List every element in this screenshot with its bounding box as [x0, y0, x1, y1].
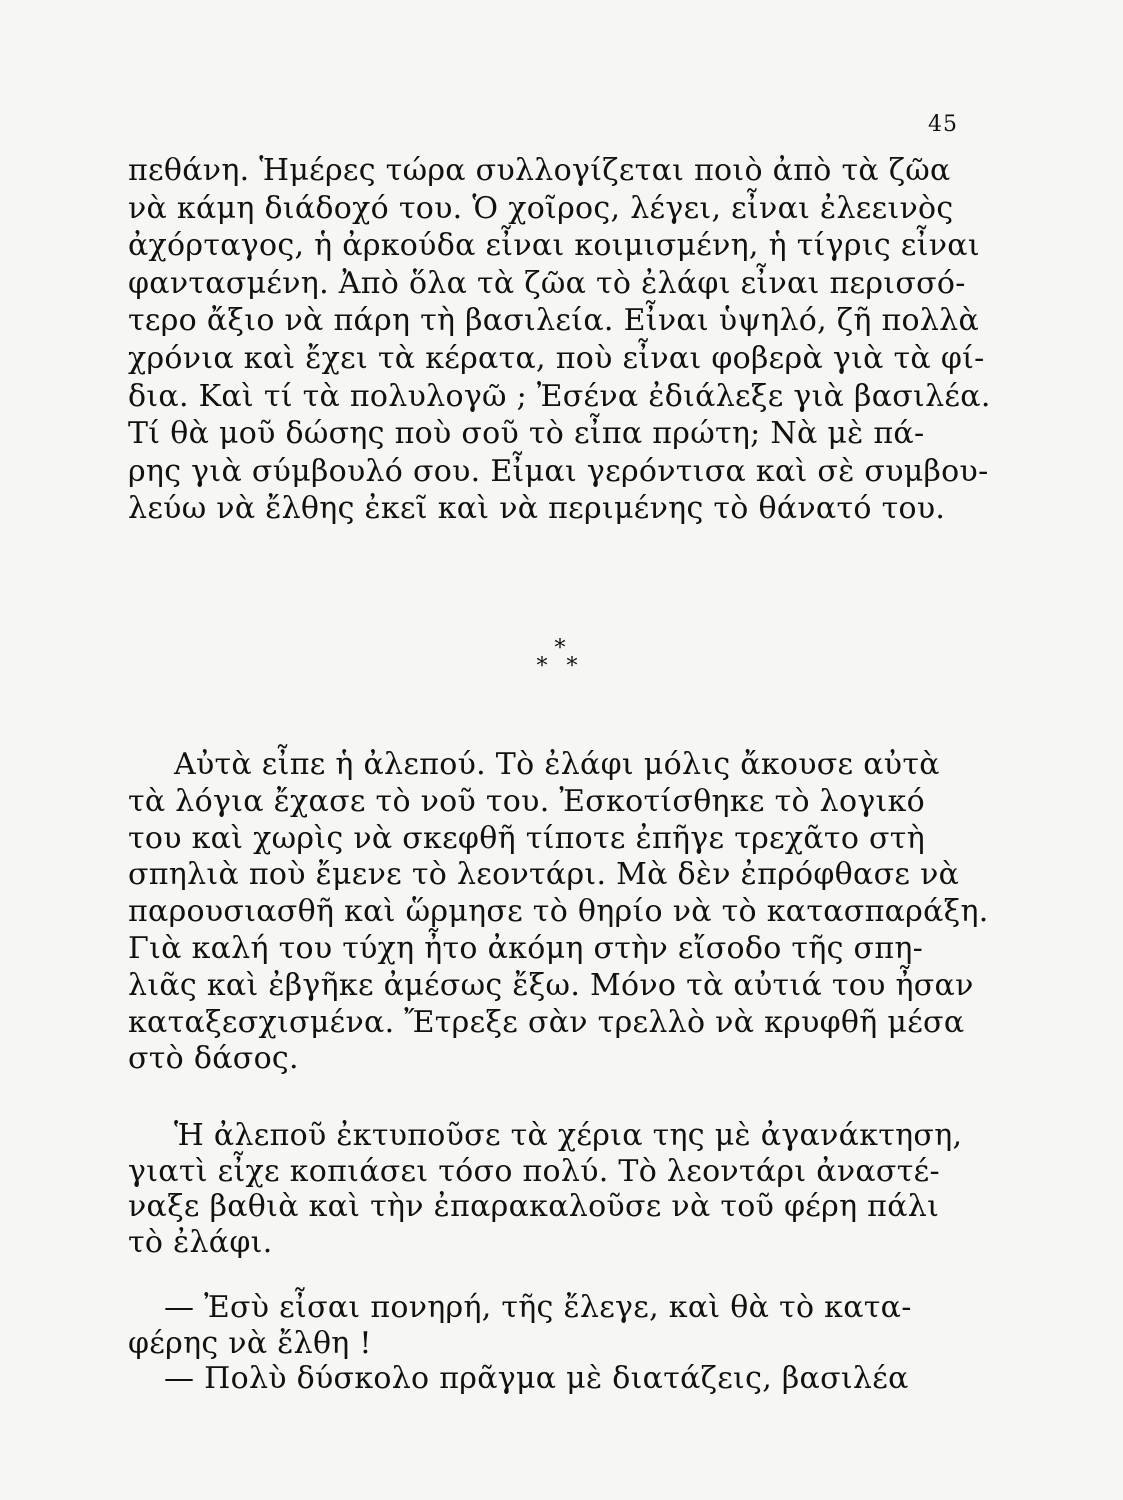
- paragraph-2: [128, 747, 989, 1078]
- text-line: ρης γιὰ σύμβουλό σου. Εἶμαι γερόντισα καὶ σὲ συμβου-: [128, 453, 989, 489]
- text-line: τερο ἄξιο νὰ πάρη τὴ βασιλεία. Εἶναι ὑψηλό, ζῆ πολλὰ: [128, 303, 980, 339]
- separator-star: *: [554, 636, 566, 661]
- text-line: Αὐτὰ εἶπε ἡ ἀλεπού. Τὸ ἐλάφι μόλις ἄκουσε αὐτὰ: [174, 747, 940, 782]
- text-line: του καὶ χωρὶς νὰ σκεφθῆ τίποτε ἐπῆγε τρεχᾶτο στὴ: [128, 820, 925, 856]
- text-line: ναξε βαθιὰ καὶ τὴν ἐπαρακαλοῦσε νὰ τοῦ φέρη πάλι: [128, 1189, 940, 1224]
- dialogue-line: φέρης νὰ ἔλθη !: [128, 1325, 372, 1361]
- paragraph-3: [128, 1118, 968, 1260]
- text-line: τὸ ἐλάφι.: [128, 1224, 273, 1260]
- text-line: πεθάνη. Ἡμέρες τώρα συλλογίζεται ποιὸ ἀπὸ τὰ ζῶα: [128, 153, 951, 188]
- section-separator: [530, 636, 590, 690]
- text-line: τὰ λόγια ἔχασε τὸ νοῦ του. Ἐσκοτίσθηκε τὸ λογικό: [128, 783, 926, 819]
- text-line: ἀχόρταγος, ἡ ἀρκούδα εἶναι κοιμισμένη, ἡ τίγρις εἶναι: [128, 228, 980, 264]
- dialogue-line: — Ἐσὺ εἶσαι πονηρή, τῆς ἔλεγε, καὶ θὰ τὸ κατα-: [164, 1290, 912, 1325]
- text-line: στὸ δάσος.: [128, 1041, 299, 1077]
- dialogue: [128, 1290, 968, 1397]
- text-line: γιατὶ εἶχε κοπιάσει τόσο πολύ. Τὸ λεοντάρι ἀναστέ-: [128, 1153, 940, 1189]
- separator-stars: * *: [536, 654, 584, 679]
- text-line: νὰ κάμη διάδοχό του. Ὁ χοῖρος, λέγει, εἶναι ἐλεεινὸς: [128, 190, 954, 226]
- text-line: σπηλιὰ ποὺ ἔμενε τὸ λεοντάρι. Μὰ δὲν ἐπρόφθασε νὰ: [128, 857, 960, 893]
- text-line: καταξεσχισμένα. Ἔτρεξε σὰν τρελλὸ νὰ κρυφθῆ μέσα: [128, 1004, 965, 1040]
- text-line: δια. Καὶ τί τὰ πολυλογῶ ; Ἐσένα ἐδιάλεξε γιὰ βασιλέα.: [128, 378, 991, 414]
- dialogue-line: — Πολὺ δύσκολο πρᾶγμα μὲ διατάζεις, βασιλέα: [164, 1361, 909, 1396]
- text-line: φαντασμένη. Ἀπὸ ὅλα τὰ ζῶα τὸ ἐλάφι εἶναι περισσό-: [128, 265, 966, 301]
- text-line: Τί θὰ μοῦ δώσης ποὺ σοῦ τὸ εἶπα πρώτη; Νὰ μὲ πά-: [128, 416, 925, 452]
- text-line: Ἡ ἀλεποῦ ἐκτυποῦσε τὰ χέρια της μὲ ἀγανάκτηση,: [174, 1118, 963, 1153]
- text-line: λεύω νὰ ἔλθης ἐκεῖ καὶ νὰ περιμένης τὸ θάνατό του.: [128, 491, 946, 527]
- page-number: 45: [928, 112, 958, 137]
- text-line: λιᾶς καὶ ἐβγῆκε ἀμέσως ἔξω. Μόνο τὰ αὐτιά του ἦσαν: [128, 967, 974, 1003]
- paragraph-1: [128, 152, 991, 528]
- text-line: χρόνια καὶ ἔχει τὰ κέρατα, ποὺ εἶναι φοβερὰ γιὰ τὰ φί-: [128, 340, 985, 376]
- text-line: Γιὰ καλή του τύχη ἦτο ἀκόμη στὴν εἴσοδο τῆς σπη-: [128, 930, 924, 966]
- text-line: παρουσιασθῆ καὶ ὥρμησε τὸ θηρίο νὰ τὸ κατασπαράξη.: [128, 894, 989, 930]
